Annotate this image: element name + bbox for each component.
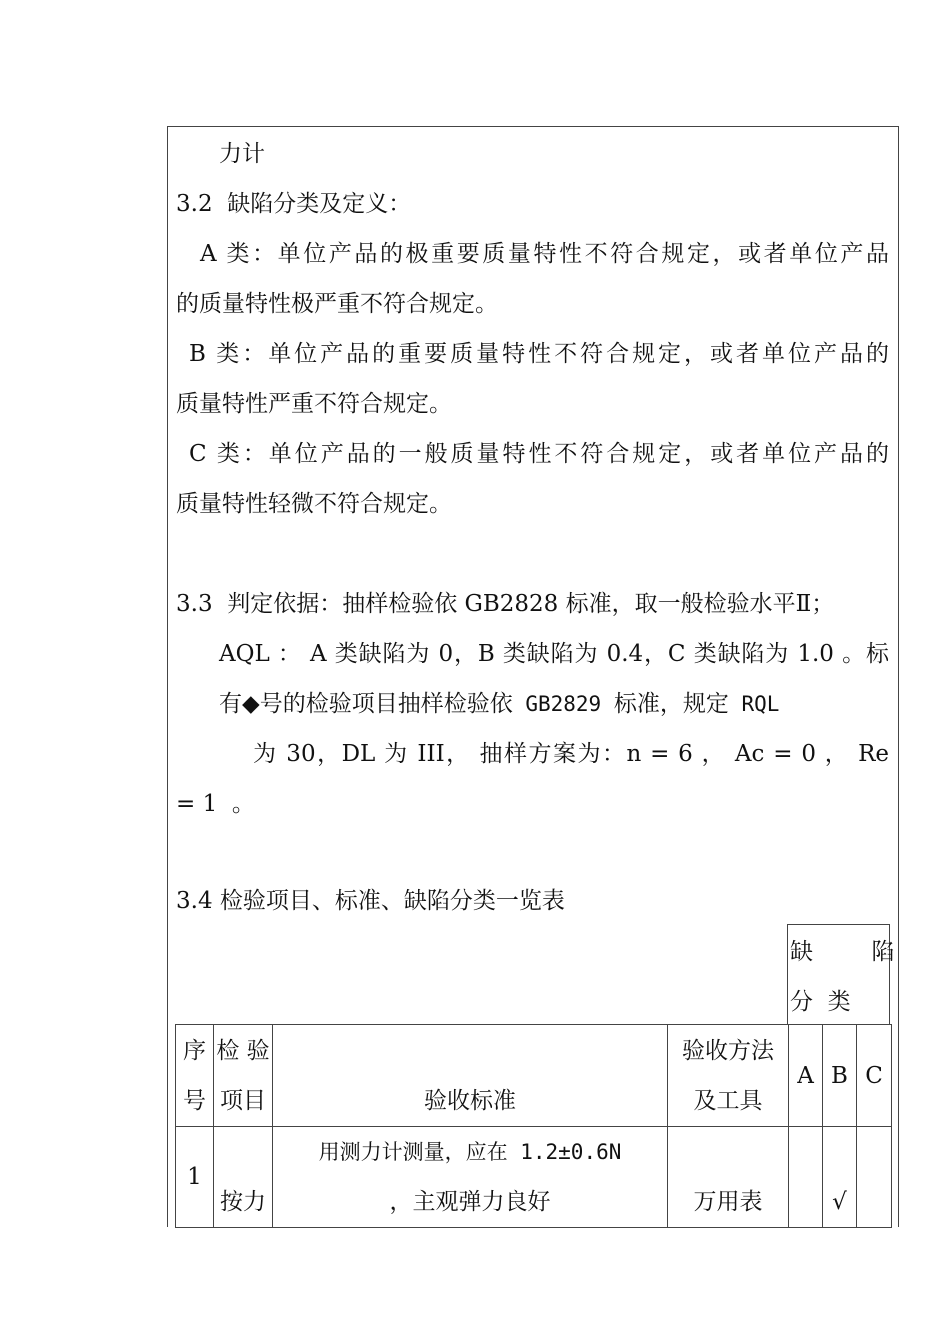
row-class-b: √ (823, 1127, 857, 1228)
header-class-c: C (857, 1025, 892, 1127)
class-c-definition: C 类：单位产品的一般质量特性不符合规定，或者单位产品的 (189, 441, 889, 467)
section-heading-3-2: 3.2 缺陷分类及定义： (176, 191, 412, 217)
text-line: 力计 (219, 141, 265, 167)
row-no: 1 (176, 1127, 214, 1228)
sampling-plan-line: 为 30，DL 为 III， 抽样方案为：n = 6 ， Ac = 0 ， Re (253, 741, 889, 767)
aql-line: AQL ： A 类缺陷为 0，B 类缺陷为 0.4，C 类缺陷为 1.0 。标 (219, 641, 889, 667)
row-class-a (789, 1127, 823, 1228)
rql-line: 有◆号的检验项目抽样检验依 GB2829 标准，规定 RQL (219, 691, 780, 717)
table-row (176, 1127, 892, 1228)
defect-class-header: 缺 陷 分 类 (787, 924, 890, 1025)
text-line: 质量特性严重不符合规定。 (176, 391, 452, 417)
text-line: 质量特性轻微不符合规定。 (176, 491, 452, 517)
class-a-definition: A 类：单位产品的极重要质量特性不符合规定，或者单位产品 (200, 241, 889, 267)
header-class-a: A (789, 1025, 823, 1127)
row-method: 万用表 (668, 1127, 789, 1228)
text-line: = 1 。 (176, 791, 255, 817)
section-heading-3-3: 3.3 判定依据：抽样检验依 GB2828 标准，取一般检验水平Ⅱ； (176, 591, 835, 617)
row-item: 按力 (214, 1127, 273, 1228)
header-standard: 验收标准 (273, 1025, 668, 1127)
text-line: 的质量特性极严重不符合规定。 (176, 291, 498, 317)
header-class-b: B (823, 1025, 857, 1127)
inspection-table (175, 1024, 892, 1228)
section-heading-3-4: 3.4 检验项目、标准、缺陷分类一览表 (176, 888, 565, 914)
row-standard: 用测力计测量，应在 1.2±0.6N ，主观弹力良好 (273, 1127, 668, 1228)
class-b-definition: B 类：单位产品的重要质量特性不符合规定，或者单位产品的 (189, 341, 889, 367)
header-no: 序 号 (176, 1025, 214, 1127)
header-method: 验收方法 及工具 (668, 1025, 789, 1127)
table-header-row (176, 1025, 892, 1127)
header-item: 检 验 项目 (214, 1025, 273, 1127)
row-class-c (857, 1127, 892, 1228)
